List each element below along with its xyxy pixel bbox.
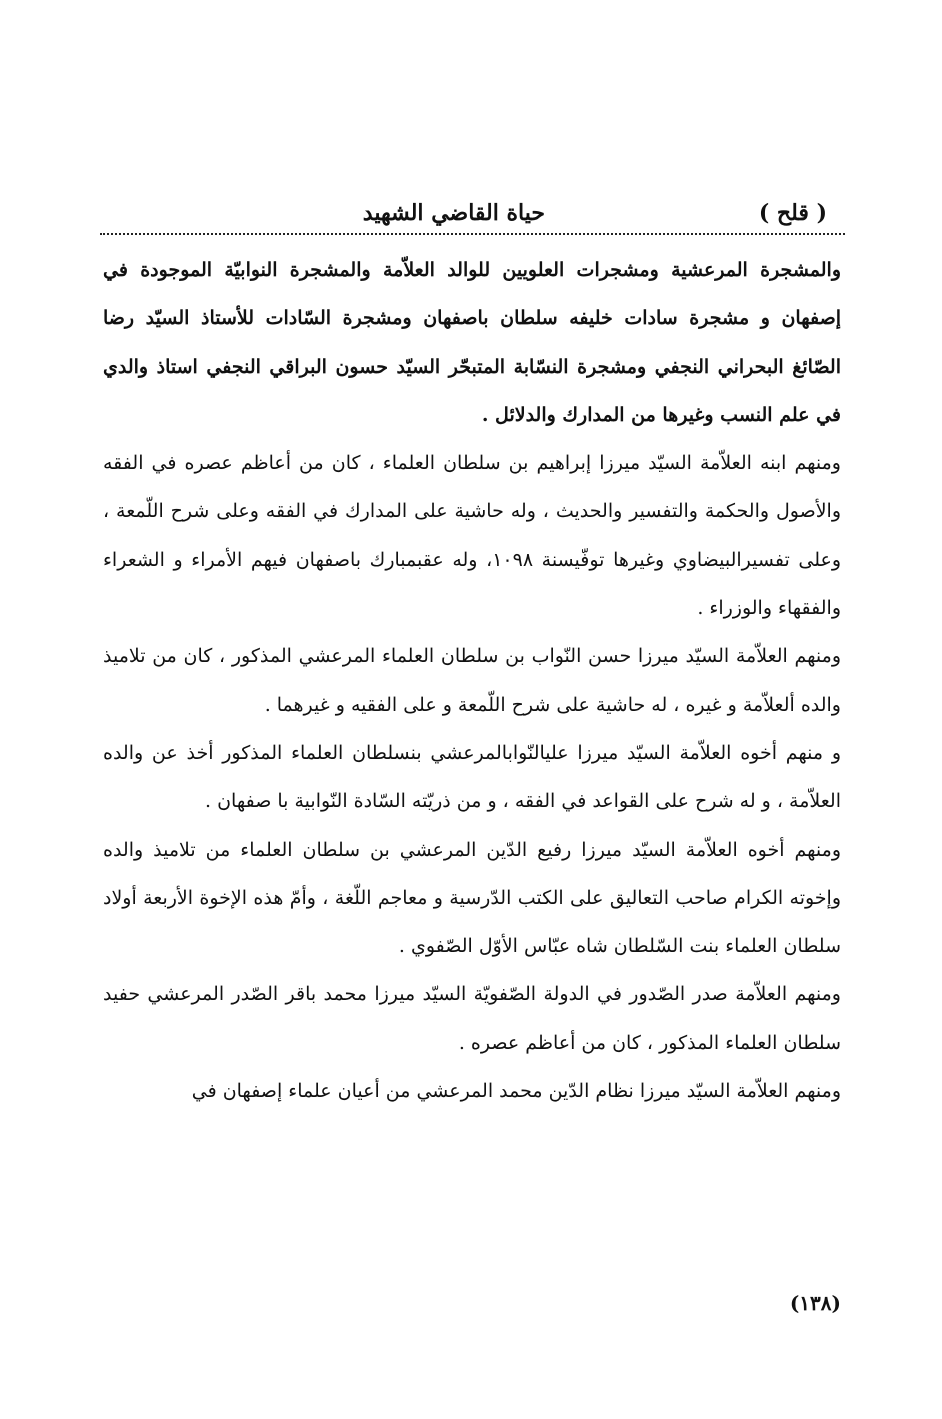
section-tag: ( قلح ) — [758, 200, 827, 226]
paragraph: ومنهم العلاّمة السيّد ميرزا حسن النّواب بن سلطان العلماء المرعشي المذكور ، كان من تلاميذ والده ألعلاّمة و غيره ، له حاشية على شرح اللّمعة و على الفقيه و غيرهما . — [103, 645, 841, 716]
page-number: (١٣٨) — [789, 1291, 841, 1315]
paragraph: ومنهم العلاّمة السيّد ميرزا نظام الدّين محمد المرعشي من أعيان علماء إصفهان في — [191, 1080, 841, 1103]
running-title: حياة القاضي الشهيد — [362, 200, 545, 226]
paragraph: والمشجرة المرعشية ومشجرات العلويين للوالد العلاّمة والمشجرة النوابيّة الموجودة في إصفهان و مشجرة سادات خليفه سلطان باصفهان ومشجرة السّادات للأستاذ السيّد رضا الصّائغ البحراني النجفي ومشجرة النسّابة المتبحّر السيّد حسون البراقي النجفي استاذ والدي في علم النسب وغيرها من المدارك والدلائل . — [103, 259, 841, 426]
paragraph: و منهم أخوه العلاّمة السيّد ميرزا عليالنّوابالمرعشي بنسلطان العلماء المذكور أخذ عن والده العلاّمة ، و له شرح على القواعد في الفقه ، و من ذريّته السّادة النّوابية با صفهان . — [103, 741, 841, 813]
running-header — [100, 196, 845, 232]
paragraph: ومنهم ابنه العلاّمة السيّد ميرزا إبراهيم بن سلطان العلماء ، كان من أعاظم عصره في الفقه والأصول والحكمة والتفسير والحديث ، وله حاشية على المدارك في الفقه وعلى شرح اللّمعة ، وعلى تفسيرالبيضاوي وغيرها توفّيسنة ١٠٩٨، وله عقبمبارك باصفهان فيهم الأمراء و الشعراء والفقهاء والوزراء . — [103, 452, 841, 620]
body-text — [103, 246, 841, 1115]
paragraph: ومنهم أخوه العلاّمة السيّد ميرزا رفيع الدّين المرعشي بن سلطان العلماء من تلاميذ والده وإخوته الكرام صاحب التعاليق على الكتب الدّرسية و معاجم اللّغة ، وأمّ هذه الإخوة الأربعة أولاد سلطان العلماء بنت السّلطان شاه عبّاس الأوّل الصّفوي . — [103, 838, 841, 958]
paragraph: ومنهم العلاّمة صدر الصّدور في الدولة الصّفويّة السيّد ميرزا محمد باقر الصّدر المرعشي حفيد سلطان العلماء المذكور ، كان من أعاظم عصره . — [103, 983, 841, 1054]
header-divider — [100, 233, 845, 235]
